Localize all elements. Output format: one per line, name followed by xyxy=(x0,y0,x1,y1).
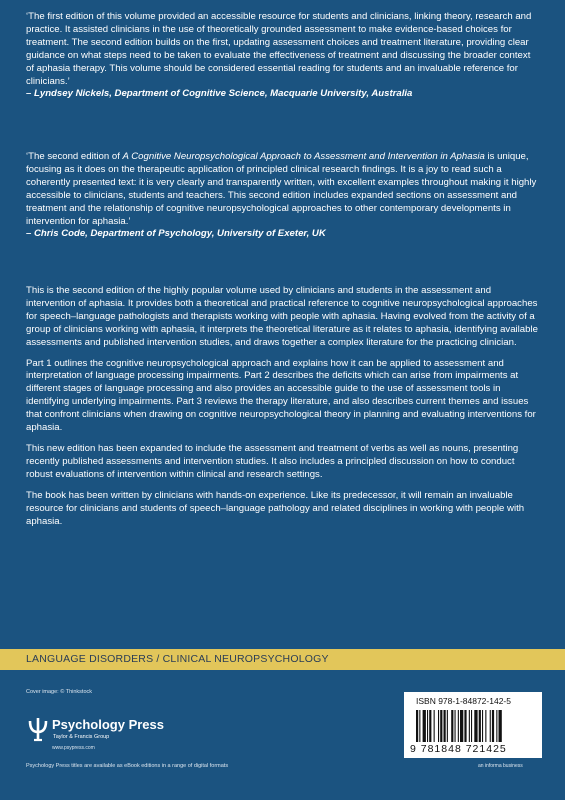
description-paragraph: This new edition has been expanded to include the assessment and treatment of verbs as well as nouns, presenting recently published assessments and intervention studies. It also includes a principled discussion on how to conduct robust evaluations of intervention within clinical and research settings. xyxy=(26,442,519,480)
description-paragraph: The book has been written by clinicians with hands-on experience. Like its predecessor, it will remain an invaluable resource for clinicians and students of speech–language pathology and related disciplines in working with people with aphasia. xyxy=(26,489,525,527)
quote-text: ‘The first edition of this volume provided an accessible resource for students and clinicians, linking theory, research and practice. It assisted clinicians in the use of theoretically grounded assessment to make evidence-based choices for treatment. The second edition builds on the first, updating assessment choices and treatment literature, providing clear guidance on what steps need to be taken to evaluate the effectiveness of treatment and discussing the broader context of aphasia therapy. This volume should be considered essential reading for students and an invaluable reference for clinicians.’ xyxy=(26,11,532,87)
isbn-label: ISBN 978-1-84872-142-5 xyxy=(416,696,511,706)
quote-attribution: – Lyndsey Nickels, Department of Cognitive Science, Macquarie University, Australia xyxy=(26,88,413,100)
endorsement-quote-2 xyxy=(26,151,541,241)
publisher-group: Taylor & Francis Group xyxy=(53,734,110,740)
book-title-italic: A Cognitive Neuropsychological Approach to Assessment and Intervention in Aphasia xyxy=(122,151,485,162)
publisher-website[interactable]: www.psypress.com xyxy=(52,745,95,751)
barcode-number: 9 781848 721425 xyxy=(410,743,507,755)
cover-credit: Cover image: © Thinkstock xyxy=(26,689,93,695)
publisher-name: Psychology Press xyxy=(52,717,164,732)
endorsement-quote-1 xyxy=(26,11,541,101)
description-paragraph: Part 1 outlines the cognitive neuropsychological approach and explains how it can be applied to assessment and interpretation of language processing impairments. Part 2 describes the deficits which can arise from impairments at different stages of language processing and also provides an accessible guide to the use of assessment tools in identifying underlying impairments. Part 3 reviews the therapy literature, and also describes current themes and issues that confront clinicians when drawing on cognitive neuropsychological theory in planning and evaluating interventions for aphasia. xyxy=(26,357,536,434)
barcode-icon xyxy=(416,710,532,742)
book-description xyxy=(26,285,542,536)
informa-tagline: an informa business xyxy=(478,763,523,769)
quote-text: ‘The second edition of A Cognitive Neuropsychological Approach to Assessment and Intervention in Aphasia is unique, focusing as it does on the therapeutic application of principled clinical research findings. It is a joy to read such a coherently presented text: it is very clearly and transparently written, with excellent examples throughout making it highly accessible to clinicians, students and teachers. This second edition includes expanded sections on assessment and treatment and the relationship of cognitive neuropsychological approaches to other contemporary developments in intervention for aphasia.’ xyxy=(26,151,537,227)
ebook-note: Psychology Press titles are available as eBook editions in a range of digital formats xyxy=(26,763,229,769)
psi-icon xyxy=(26,716,50,742)
description-paragraph: This is the second edition of the highly popular volume used by clinicians and students in the assessment and intervention of aphasia. It provides both a theoretical and practical reference to cognitive neuropsychological approaches for speech–language pathologists and therapists working with people with aphasia. Having evolved from the activity of a group of clinicians working with aphasia, it interprets the theoretical literature as it relates to aphasia, identifying available assessments and published intervention studies, and draws together a complex literature for the practicing clinician. xyxy=(26,285,538,348)
barcode-box xyxy=(404,692,542,758)
quote-attribution: – Chris Code, Department of Psychology, University of Exeter, UK xyxy=(26,228,326,240)
publisher-logo xyxy=(26,716,166,752)
category-label: LANGUAGE DISORDERS / CLINICAL NEUROPSYCHOLOGY xyxy=(26,653,329,665)
category-bar xyxy=(0,649,565,670)
